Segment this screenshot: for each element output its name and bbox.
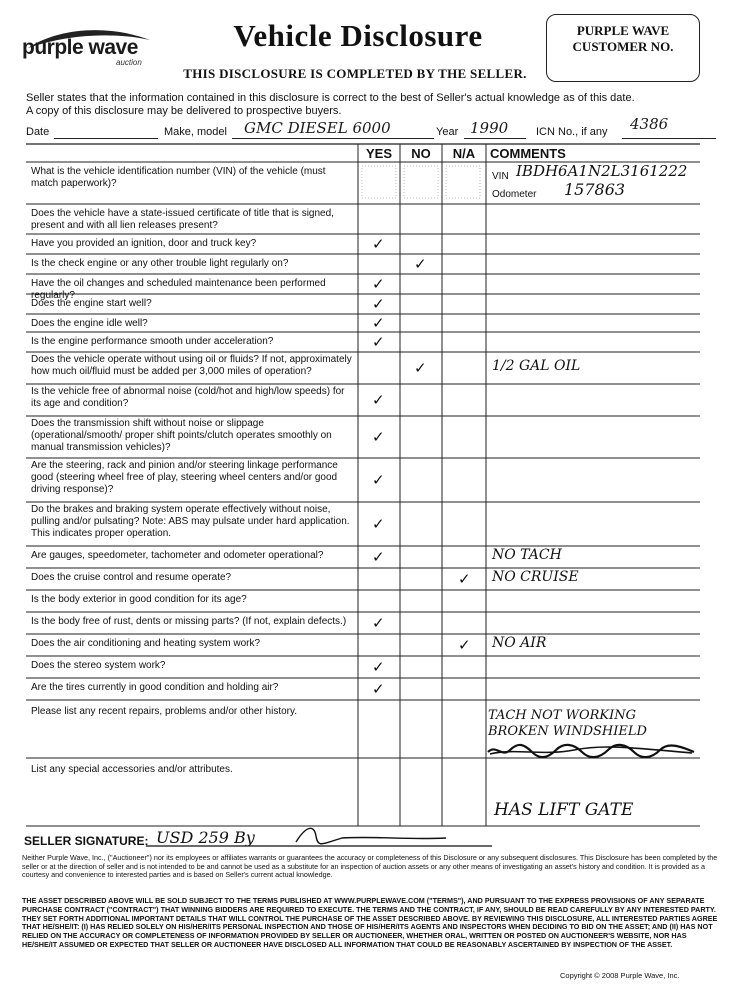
answer-yes-cell[interactable]: ✓ xyxy=(372,333,385,351)
vin-field[interactable]: IBDH6A1N2L3161222 xyxy=(516,162,688,180)
icn-label: ICN No., if any xyxy=(536,126,608,138)
question-text: What is the vehicle identification number (VIN) of the vehicle (must match paperwork)? xyxy=(31,166,326,189)
intro-text xyxy=(26,92,716,118)
year-field[interactable]: 1990 xyxy=(470,119,509,137)
accessories-label: List any special accessories and/or attributes. xyxy=(31,764,233,775)
signature-label: SELLER SIGNATURE: xyxy=(24,834,149,848)
icn-field[interactable]: 4386 xyxy=(630,115,669,133)
answer-yes-cell[interactable]: ✓ xyxy=(372,515,385,533)
question-text: Is the body exterior in good condition for its age? xyxy=(31,594,247,605)
answer-yes-cell[interactable]: ✓ xyxy=(372,548,385,566)
answer-yes-cell[interactable]: ✓ xyxy=(372,471,385,489)
header-comments: COMMENTS xyxy=(490,146,566,161)
comment-field[interactable]: NO AIR xyxy=(492,635,547,651)
page-title: Vehicle Disclosure xyxy=(233,18,483,53)
odometer-field[interactable]: 157863 xyxy=(564,180,626,199)
answer-na-cell[interactable]: ✓ xyxy=(458,636,471,654)
question-text: Does the engine idle well? xyxy=(31,318,148,329)
header-na: N/A xyxy=(452,146,476,161)
intro-line1: Seller states that the information contained in this disclosure is correct to the best of Seller's actual knowledge as of this date. xyxy=(26,92,635,104)
question-text: Does the vehicle have a state-issued certificate of title that is signed, present and with all lien releases present? xyxy=(31,208,334,231)
page-subtitle: THIS DISCLOSURE IS COMPLETED BY THE SELLER. xyxy=(183,66,527,81)
customer-box-line1: PURPLE WAVE xyxy=(576,23,670,38)
question-text: Is the body free of rust, dents or missing parts? (If not, explain defects.) xyxy=(31,616,347,627)
answer-yes-cell[interactable]: ✓ xyxy=(372,658,385,676)
comment-field[interactable]: NO CRUISE xyxy=(492,569,579,585)
question-text: Is the check engine or any other trouble light regularly on? xyxy=(31,258,289,269)
answer-yes-cell[interactable]: ✓ xyxy=(372,314,385,332)
question-text: Does the transmission shift without noise or slippage (operational/smooth/ proper shift points/clutch operates smoothly on manual transmission vehicles)? xyxy=(31,418,332,453)
header-yes: YES xyxy=(365,146,392,161)
intro-line2: A copy of this disclosure may be delivered to prospective buyers. xyxy=(26,105,342,117)
disclaimer-paragraph: Neither Purple Wave, Inc., ("Auctioneer") nor its employees or affiliates warrants or guarantees the accuracy or completeness of this Disclosure or any subsequent disclosures. This Disclosure has been completed by the seller or at the direction of seller and is not intended to be and cannot be used as a substitute for an inspection of auction assets or any other means of investigating an asset's history and condition. It is provided as a courtesy and convenience to interested parties and is based on Seller's current actual knowledge. xyxy=(22,853,718,880)
question-text: Does the vehicle operate without using oil or fluids? If not, approximately how much oil/fluid must be added per 3,000 miles of operation? xyxy=(31,354,352,377)
scribble-mark xyxy=(484,740,699,760)
question-text: Do the brakes and braking system operate effectively without noise, pulling and/or pulsating? Note: ABS may pulsate under hard application. This indicates proper operation. xyxy=(31,504,350,539)
odometer-label: Odometer xyxy=(492,189,537,200)
answer-yes-cell[interactable]: ✓ xyxy=(372,391,385,409)
answer-yes-cell[interactable]: ✓ xyxy=(372,275,385,293)
question-text: Does the air conditioning and heating system work? xyxy=(31,638,261,649)
signature-field[interactable]: USD 259 By xyxy=(156,828,255,847)
answer-yes-cell[interactable]: ✓ xyxy=(372,295,385,313)
repairs-line1[interactable]: TACH NOT WORKING xyxy=(488,708,637,723)
date-label: Date xyxy=(26,126,50,138)
make-model-field[interactable]: GMC DIESEL 6000 xyxy=(244,119,391,137)
repairs-label: Please list any recent repairs, problems and/or other history. xyxy=(31,706,298,717)
question-text: Have you provided an ignition, door and truck key? xyxy=(31,238,257,249)
comment-field[interactable]: NO TACH xyxy=(492,547,562,563)
repairs-line2[interactable]: BROKEN WINDSHIELD xyxy=(488,724,647,739)
question-text: Does the stereo system work? xyxy=(31,660,166,671)
answer-no-cell[interactable]: ✓ xyxy=(414,359,427,377)
answer-yes-cell[interactable]: ✓ xyxy=(372,680,385,698)
comment-field[interactable]: 1/2 GAL OIL xyxy=(492,358,581,374)
make-model-label: Make, model xyxy=(164,126,227,138)
question-text: Is the engine performance smooth under acceleration? xyxy=(31,336,274,347)
accessories-field[interactable]: HAS LIFT GATE xyxy=(494,800,634,820)
question-text: Does the engine start well? xyxy=(31,298,152,309)
answer-yes-cell[interactable]: ✓ xyxy=(372,428,385,446)
question-text: Have the oil changes and scheduled maintenance been performed regularly? xyxy=(31,278,326,301)
question-text: Are gauges, speedometer, tachometer and odometer operational? xyxy=(31,550,324,561)
answer-na-cell[interactable]: ✓ xyxy=(458,570,471,588)
signature-line xyxy=(146,822,506,852)
header-no: NO xyxy=(411,146,431,161)
year-label: Year xyxy=(436,126,459,138)
logo-subtext: auction xyxy=(116,58,142,67)
vehicle-meta-row xyxy=(26,115,716,145)
answer-yes-cell[interactable]: ✓ xyxy=(372,235,385,253)
customer-number-box[interactable] xyxy=(546,14,700,82)
answer-yes-cell[interactable]: ✓ xyxy=(372,614,385,632)
question-text: Does the cruise control and resume operate? xyxy=(31,572,232,583)
terms-paragraph: THE ASSET DESCRIBED ABOVE WILL BE SOLD SUBJECT TO THE TERMS PUBLISHED AT WWW.PURPLEWAVE.COM ("TERMS"), AND PURSUANT TO THE EXPRESS PROVISIONS OF ANY SEPARATE PURCHASE CONTRACT ("CONTRACT") THAT WINNING BIDDERS ARE REQUIRED TO EXECUTE. THE TERMS AND THE CONTRACT, IF ANY, SHOULD BE READ CAREFULLY BY ANY INTERESTED PARTY. THEY SET FORTH ADDITIONAL IMPORTANT DETAILS THAT WILL CONTROL THE PURCHASE OF THE ASSET DESCRIBED ABOVE. BY REVIEWING THIS DISCLOSURE, ALL INTERESTED PARTIES AGREE THAT HE/SHE/IT: (I) HAS RELIED SOLELY ON HIS/HER/ITS PERSONAL INSPECTION AND THOSE OF HIS/HER/ITS AGENTS AND INSPECTORS WHEN DECIDING TO BID ON THE ASSET; AND (II) HAS NOT RELIED ON THE ACCURACY OR COMPLETENESS OF INFORMATION PROVIDED BY SELLER OR AUCTIONEER, WHETHER ORAL, WRITTEN OR POSTED ON AUCTIONEER'S WEBSITE, NOR HAS HE/SHE/IT ASSUMED OR EXPECTED THAT SELLER OR AUCTIONEER HAVE DISCLOSED ALL INFORMATION THAT COULD BE REASONABLY ASCERTAINED BY INSPECTION OF THE ASSET. xyxy=(22,896,718,949)
answer-no-cell[interactable]: ✓ xyxy=(414,255,427,273)
copyright: Copyright © 2008 Purple Wave, Inc. xyxy=(560,971,680,980)
logo-text: purple wave xyxy=(22,36,138,59)
question-text: Are the tires currently in good condition and holding air? xyxy=(31,682,279,693)
question-text: Is the vehicle free of abnormal noise (cold/hot and high/low speeds) for its age and condition? xyxy=(31,386,345,409)
vin-label: VIN xyxy=(492,171,509,182)
question-text: Are the steering, rack and pinion and/or steering linkage performance good (steering wheel free of play, steering wheel centers and/or good driving response)? xyxy=(31,460,338,495)
customer-box-line2: CUSTOMER NO. xyxy=(572,39,674,54)
